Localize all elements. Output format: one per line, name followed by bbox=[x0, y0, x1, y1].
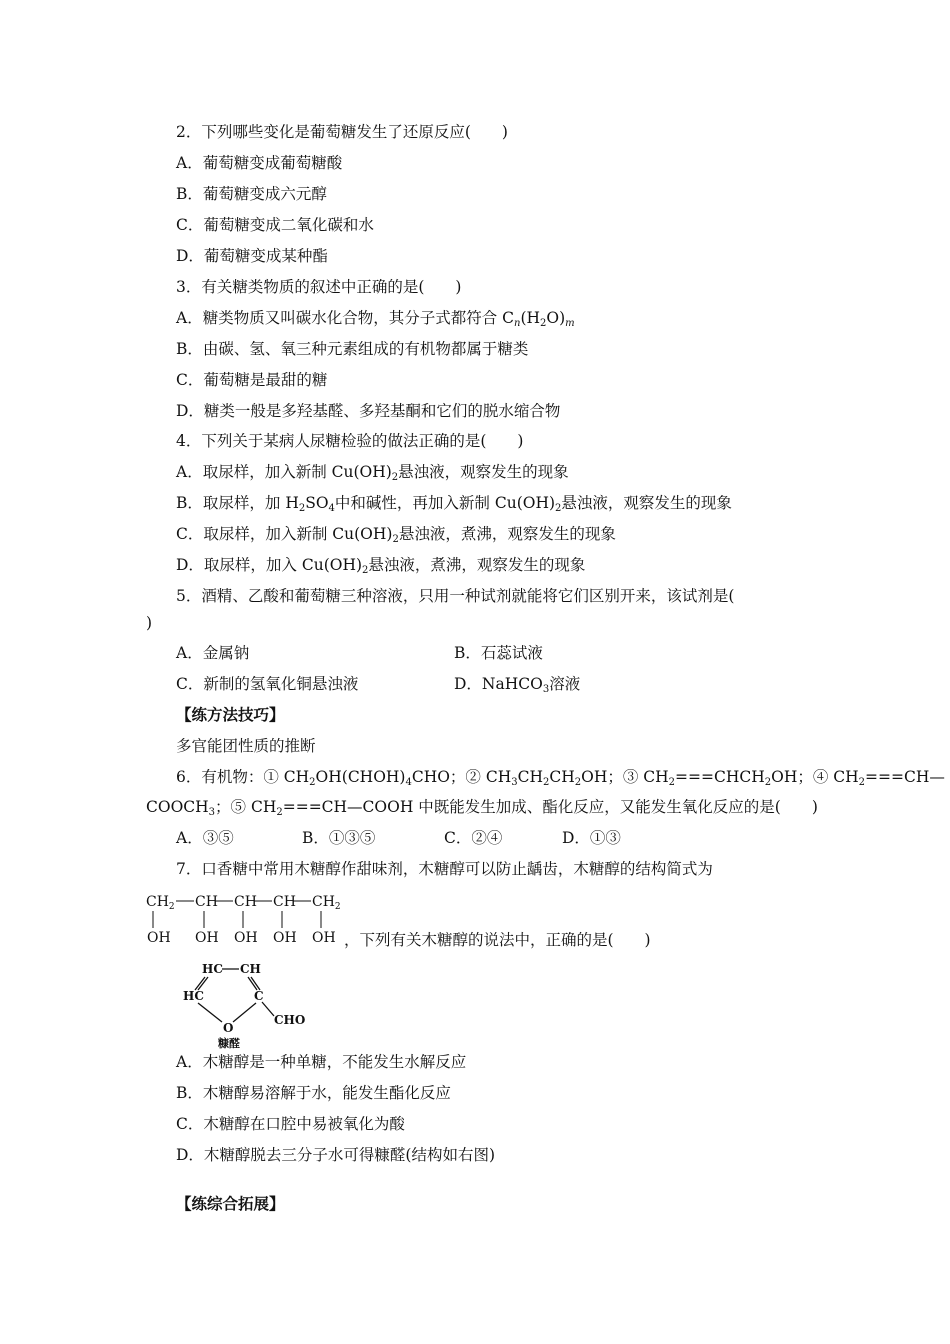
q4-option-c: C．取尿样，加入新制 $Cu(OH)_2$悬浊液，煮沸，观察发生的现象 bbox=[176, 525, 616, 545]
q4-option-b: B．取尿样，加 $H_2SO_4$中和碱性，再加入新制 $Cu(OH)_2$悬浊液，观察发生的现象 bbox=[176, 494, 732, 514]
struct-oh-2: OH bbox=[195, 930, 219, 946]
struct-oh-1: OH bbox=[147, 930, 171, 946]
struct-ch-3: CH bbox=[273, 894, 296, 910]
q3-option-c: C．葡萄糖是最甜的糖 bbox=[176, 371, 328, 389]
q4-stem: 4．下列关于某病人尿糖检验的做法正确的是( ) bbox=[176, 432, 524, 450]
q6-option-b: B．①③⑤ bbox=[302, 829, 376, 847]
furfural-ch-top: CH bbox=[240, 962, 261, 976]
furfural-structure bbox=[178, 958, 318, 1050]
q5-option-a: A．金属钠 bbox=[176, 644, 250, 662]
struct-ch2-left: $CH_2$ bbox=[146, 894, 175, 912]
q5-stem-end: ) bbox=[146, 614, 153, 632]
q6-stem-line2: $COOCH_3$；⑤ $CH_2===CH—COOH$ 中既能发生加成、酯化反应，又能发生氧化反应的是( ) bbox=[146, 798, 818, 818]
subheading: 多官能团性质的推断 bbox=[176, 737, 316, 755]
furfural-o: O bbox=[223, 1021, 234, 1035]
q6-stem-line1: 6．有机物：① $CH_2OH(CHOH)_4CHO$；② $CH_3CH_2CH_2OH$；③ $CH_2===CHCH_2OH$；④ $CH_2===CH—$ bbox=[176, 768, 945, 788]
q2-option-a: A．葡萄糖变成葡萄糖酸 bbox=[176, 154, 343, 172]
q2-option-d: D．葡萄糖变成某种酯 bbox=[176, 247, 328, 265]
q7-after-struct: ，下列有关木糖醇的说法中，正确的是( ) bbox=[344, 931, 651, 949]
q5-option-b: B．石蕊试液 bbox=[454, 644, 543, 662]
furfural-hc-left: HC bbox=[183, 989, 204, 1003]
q7-option-a: A．木糖醇是一种单糖，不能发生水解反应 bbox=[176, 1053, 467, 1071]
struct-oh-5: OH bbox=[312, 930, 336, 946]
q5-option-c: C．新制的氢氧化铜悬浊液 bbox=[176, 675, 359, 693]
q3-option-b: B．由碳、氢、氧三种元素组成的有机物都属于糖类 bbox=[176, 340, 529, 358]
q7-stem: 7．口香糖中常用木糖醇作甜味剂，木糖醇可以防止龋齿，木糖醇的结构简式为 bbox=[176, 860, 713, 878]
struct-ch-2: CH bbox=[234, 894, 257, 910]
q7-option-d: D．木糖醇脱去三分子水可得糠醛(结构如右图) bbox=[176, 1146, 496, 1164]
struct-oh-3: OH bbox=[234, 930, 258, 946]
xylitol-structure bbox=[146, 890, 346, 950]
q6-option-c: C．②④ bbox=[444, 829, 503, 847]
q3-option-a: A．糖类物质又叫碳水化合物，其分子式都符合 $C_n(H_2O)_m$ bbox=[176, 309, 575, 329]
q2-option-c: C．葡萄糖变成二氧化碳和水 bbox=[176, 216, 374, 234]
furfural-label: 糠醛 bbox=[218, 1037, 240, 1050]
section-heading-comprehensive: 【练综合拓展】 bbox=[176, 1194, 285, 1213]
q3-stem: 3．有关糖类物质的叙述中正确的是( ) bbox=[176, 278, 462, 296]
struct-ch2-right: $CH_2$ bbox=[312, 894, 341, 912]
q4-option-d: D．取尿样，加入 $Cu(OH)_2$悬浊液，煮沸，观察发生的现象 bbox=[176, 556, 586, 576]
q2-option-b: B．葡萄糖变成六元醇 bbox=[176, 185, 327, 203]
struct-ch-1: CH bbox=[195, 894, 218, 910]
q5-option-d: D．NaHCO$_3$溶液 bbox=[454, 675, 581, 695]
furfural-c-right: C bbox=[254, 989, 264, 1003]
q7-option-c: C．木糖醇在口腔中易被氧化为酸 bbox=[176, 1115, 405, 1133]
furfural-hc-top: HC bbox=[202, 962, 223, 976]
q6-option-a: A．③⑤ bbox=[176, 829, 234, 847]
q2-stem: 2．下列哪些变化是葡萄糖发生了还原反应( ) bbox=[176, 123, 508, 141]
q4-option-a: A．取尿样，加入新制 $Cu(OH)_2$悬浊液，观察发生的现象 bbox=[176, 463, 569, 483]
q5-stem: 5．酒精、乙酸和葡萄糖三种溶液，只用一种试剂就能将它们区别开来，该试剂是( bbox=[176, 587, 735, 605]
q3-option-d: D．糖类一般是多羟基醛、多羟基酮和它们的脱水缩合物 bbox=[176, 402, 561, 420]
q6-option-d: D．①③ bbox=[562, 829, 621, 847]
struct-oh-4: OH bbox=[273, 930, 297, 946]
section-heading-methods: 【练方法技巧】 bbox=[176, 705, 285, 724]
q7-option-b: B．木糖醇易溶解于水，能发生酯化反应 bbox=[176, 1084, 451, 1102]
furfural-cho: CHO bbox=[274, 1013, 306, 1027]
